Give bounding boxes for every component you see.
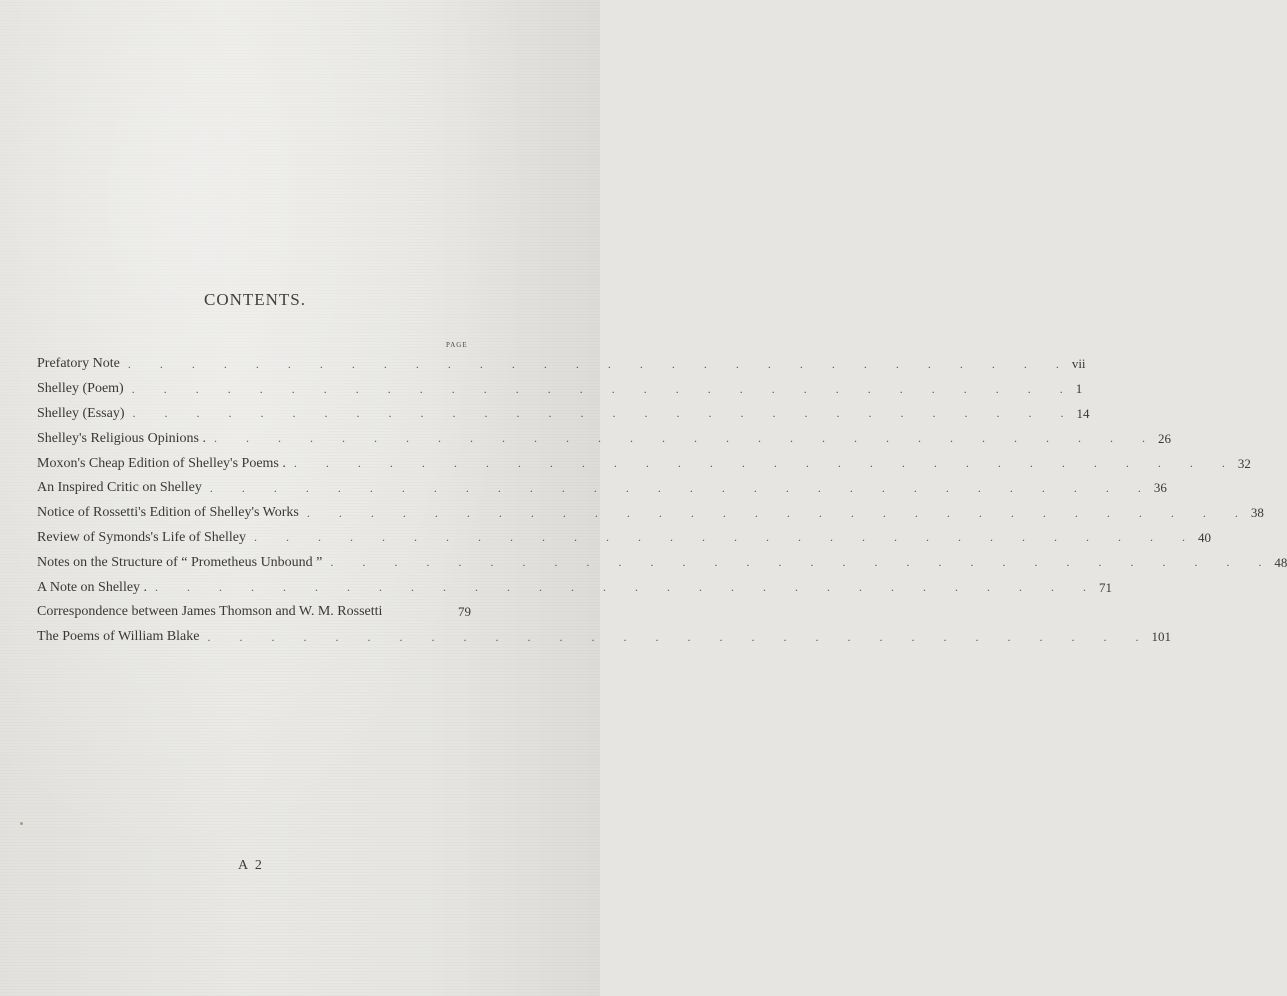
dot-leader: . . . . . . . . . . . . . . . . . . . . . . . . . . . . . . xyxy=(293,456,1238,471)
toc-entry xyxy=(37,625,1171,650)
toc-entry-title: Shelley (Poem) xyxy=(37,381,124,397)
toc-entry-title: A Note on Shelley . xyxy=(37,579,148,595)
dot-leader: . . . . . . . . . . . . . . . . . . . . . . . . . . . . . . xyxy=(131,381,1076,396)
dot-leader: . . . . . . . . . . . . . . . . . . . . . . . . . . . . . . xyxy=(254,530,1198,545)
toc-entry xyxy=(37,575,1113,600)
toc-entry-title: Moxon's Cheap Edition of Shelley's Poems . xyxy=(37,455,286,471)
toc-entry-page: 36 xyxy=(1153,480,1167,496)
dot-leader: . . . . . . . . . . . . . . . . . . . . . . . . . . . . . . xyxy=(209,480,1154,495)
toc-entry-page: 48 xyxy=(1274,554,1287,570)
toc-entry xyxy=(37,476,1167,501)
toc-entry-page: 32 xyxy=(1237,455,1251,471)
toc-entry xyxy=(37,402,1090,427)
toc-entry-page: 26 xyxy=(1157,430,1171,446)
toc-entry-title: Prefatory Note xyxy=(37,356,120,372)
contents-heading: CONTENTS. xyxy=(203,290,307,309)
toc-entry-page: 101 xyxy=(1151,629,1171,645)
toc-entry xyxy=(37,451,1251,476)
dot-leader: . . . . . . . . . . . . . . . . . . . . . . . . . . . . . . xyxy=(127,356,1072,371)
toc-entry xyxy=(37,550,1287,575)
dot-leader: . . . . . . . . . . . . . . . . . . . . . . . . . . . . . . xyxy=(213,431,1158,446)
toc-entry xyxy=(37,501,1264,526)
toc-entry-page: 38 xyxy=(1250,505,1264,521)
toc-entry-page: vii xyxy=(1071,356,1086,372)
toc-entry-page: 71 xyxy=(1099,579,1113,595)
toc-entry-title: Shelley's Religious Opinions . xyxy=(37,430,206,446)
table-of-contents xyxy=(37,352,1287,650)
toc-entry-page: 1 xyxy=(1075,381,1083,397)
toc-entry-title: Notice of Rossetti's Edition of Shelley's Works xyxy=(37,505,299,521)
dot-leader: . . . . . . . . . . . . . . . . . . . . . . . . . . . . . . xyxy=(132,406,1077,421)
toc-entry-page: 14 xyxy=(1076,405,1090,421)
toc-entry-title: Correspondence between James Thomson and W. M. Rossetti xyxy=(37,604,383,620)
page-column-label: PAGE xyxy=(446,341,468,349)
toc-entry xyxy=(37,526,1211,551)
toc-entry xyxy=(37,377,1083,402)
toc-entry-title: The Poems of William Blake xyxy=(37,629,200,645)
toc-entry xyxy=(37,426,1171,451)
toc-entry xyxy=(37,600,471,625)
toc-entry-title: Shelley (Essay) xyxy=(37,405,125,421)
toc-entry-title: Review of Symonds's Life of Shelley xyxy=(37,529,246,545)
signature-mark: A 2 xyxy=(238,858,264,873)
paper-speck xyxy=(20,822,23,825)
dot-leader: . . . . . . . . . . . . . . . . . . . . . . . . . . . . . . xyxy=(155,580,1100,595)
toc-entry-page: 79 xyxy=(458,604,471,620)
toc-entry-title: Notes on the Structure of “ Prometheus Unbound ” xyxy=(37,554,323,570)
toc-entry-page: 40 xyxy=(1198,529,1211,545)
toc-entry-title: An Inspired Critic on Shelley xyxy=(37,480,202,496)
toc-entry xyxy=(37,352,1086,377)
dot-leader: . . . . . . . . . . . . . . . . . . . . . . . . . . . . . . xyxy=(207,629,1152,644)
dot-leader: . . . . . . . . . . . . . . . . . . . . . . . . . . . . . . xyxy=(306,505,1251,520)
dot-leader: . . . . . . . . . . . . . . . . . . . . . . . . . . . . . . xyxy=(330,555,1275,570)
